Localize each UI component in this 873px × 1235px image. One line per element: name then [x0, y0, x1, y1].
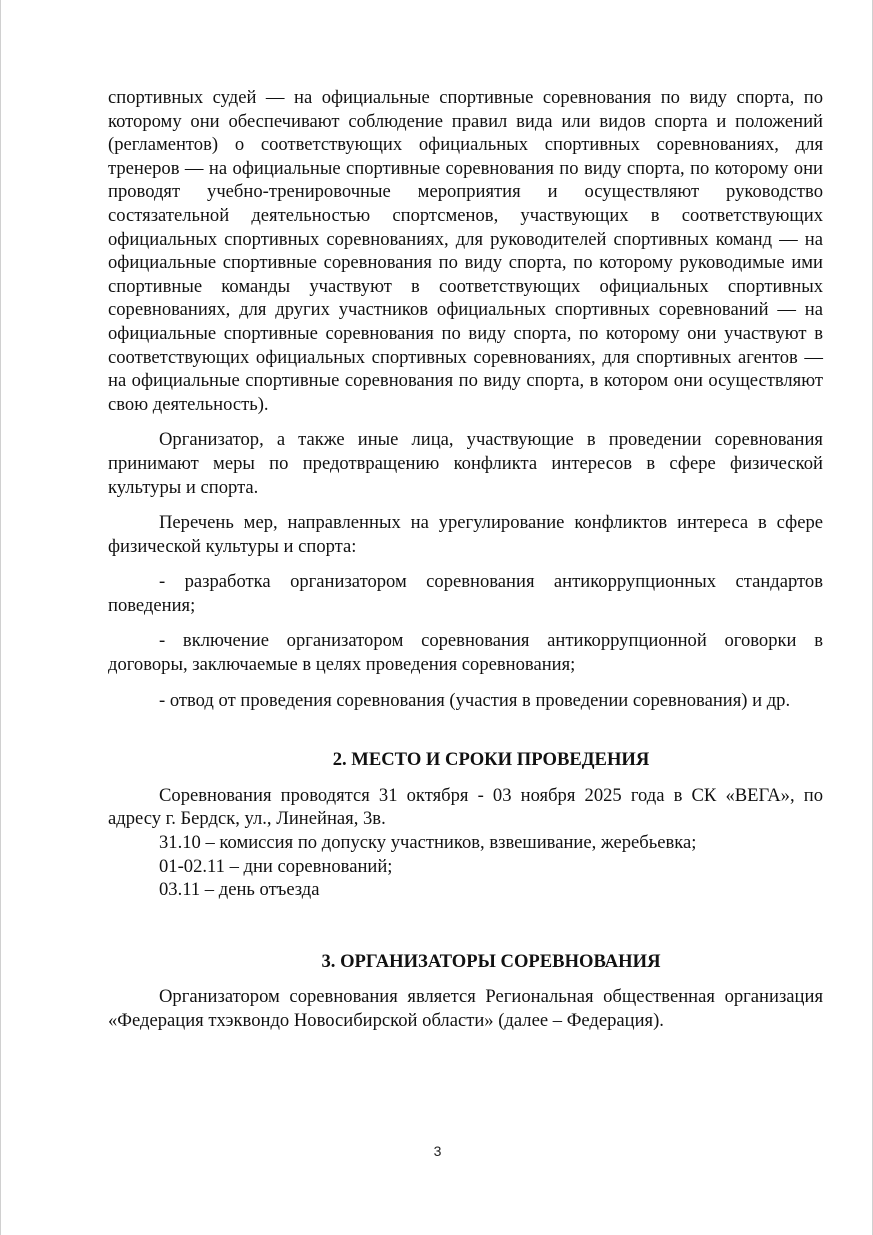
list-item-anticorruption-standards: - разработка организатором соревнования антикоррупционных стандартов поведения; — [108, 571, 823, 616]
paragraph-conflict-prevention: Организатор, а также иные лица, участвующие в проведении соревнования принимают меры по предотвращению конфликта интересов в сфере физической культуры и спорта. — [108, 429, 823, 498]
paragraph-measures-list-intro: Перечень мер, направленных на урегулирование конфликтов интереса в сфере физической культуры и спорта: — [108, 512, 823, 557]
paragraph-organizer: Организатором соревнования является Региональная общественная организация «Федерация тхэквондо Новосибирской области» (далее – Федерация). — [108, 986, 823, 1031]
page-number: 3 — [433, 1143, 442, 1159]
section-heading-organizers: 3. ОРГАНИЗАТОРЫ СОРЕВНОВАНИЯ — [321, 950, 661, 972]
schedule-item: 03.11 – день отъезда — [159, 879, 320, 901]
paragraph-venue-and-dates: Соревнования проводятся 31 октября - 03 ноября 2025 года в СК «ВЕГА», по адресу г. Бердск, ул., Линейная, 3в. — [108, 784, 823, 830]
paragraph-continuation: спортивных судей — на официальные спортивные соревнования по виду спорта, по которому они обеспечивают соблюдение правил вида или видов спорта и положений (регламентов) о соответствующих официальных спортивных соревнованиях, для тренеров — на официальные спортивные соревнования по виду спорта, по которому они проводят учебно-тренировочные мероприятия и осуществляют руководство состязательной деятельностью спортсменов, участвующих в соответствующих официальных спортивных соревнованиях, для руководителей спортивных команд — на официальные спортивные соревнования по виду спорта, по которому руководимые ими спортивные команды участвуют в соответствующих официальных спортивных соревнованиях, для других участников официальных спортивных соревнований — на официальные спортивные соревнования по виду спорта, по которому они участвуют в соответствующих официальных спортивных соревнованиях, для спортивных агентов — на официальные спортивные соревнования по виду спорта, в котором они осуществляют свою деятельность). — [108, 87, 823, 415]
section-heading-place-and-dates: 2. МЕСТО И СРОКИ ПРОВЕДЕНИЯ — [332, 749, 650, 771]
schedule-item: 31.10 – комиссия по допуску участников, взвешивание, жеребьевка; — [159, 832, 697, 854]
list-item-recusal: - отвод от проведения соревнования (участия в проведении соревнования) и др. — [159, 689, 791, 711]
list-item-anticorruption-clause: - включение организатором соревнования антикоррупционной оговорки в договоры, заключаемые в целях проведения соревнования; — [108, 630, 823, 676]
document-body — [108, 86, 823, 1033]
schedule-item: 01-02.11 – дни соревнований; — [159, 855, 393, 877]
